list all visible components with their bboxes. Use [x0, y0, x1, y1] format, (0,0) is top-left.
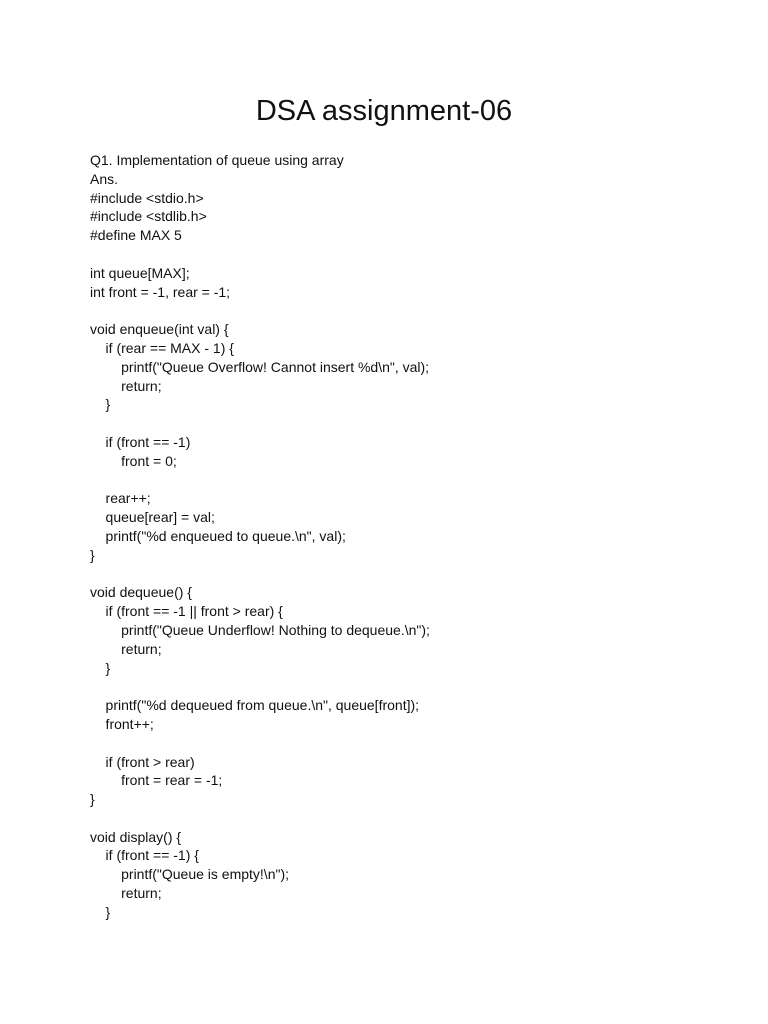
code-line — [90, 565, 710, 584]
page-title: DSA assignment-06 — [255, 95, 513, 127]
code-line: if (front == -1 || front > rear) { — [90, 603, 283, 620]
code-line: void dequeue() { — [90, 584, 192, 601]
code-line: } — [90, 659, 111, 676]
code-line: #include <stdio.h> — [90, 189, 204, 206]
code-line: if (front == -1) — [90, 433, 191, 450]
code-line — [90, 245, 710, 264]
code-line: printf("%d enqueued to queue.\n", val); — [90, 527, 346, 544]
code-line: return; — [90, 885, 162, 902]
code-line: rear++; — [90, 490, 151, 507]
code-line: int front = -1, rear = -1; — [90, 283, 231, 300]
question-text: Q1. Implementation of queue using array — [90, 152, 344, 168]
code-line: queue[rear] = val; — [90, 509, 215, 526]
code-line: return; — [90, 377, 162, 394]
code-line: return; — [90, 640, 162, 657]
code-line: if (front > rear) — [90, 753, 195, 770]
code-line — [90, 414, 710, 433]
code-block — [90, 189, 710, 922]
code-line: front++; — [90, 715, 154, 732]
code-line — [90, 301, 710, 320]
code-line: front = 0; — [90, 452, 177, 469]
code-line: printf("Queue is empty!\n"); — [90, 866, 290, 883]
code-line — [90, 734, 710, 753]
code-line — [90, 471, 710, 490]
code-line — [90, 677, 710, 696]
code-line: int queue[MAX]; — [90, 264, 190, 281]
code-line — [90, 809, 710, 828]
code-line: #define MAX 5 — [90, 227, 182, 244]
code-line: } — [90, 396, 111, 413]
code-line: printf("%d dequeued from queue.\n", queue[front]); — [90, 697, 420, 714]
code-line: if (rear == MAX - 1) { — [90, 339, 234, 356]
code-line: front = rear = -1; — [90, 772, 223, 789]
code-line: printf("Queue Underflow! Nothing to dequeue.\n"); — [90, 621, 430, 638]
code-line: } — [90, 791, 95, 808]
document-body — [90, 151, 710, 922]
code-line: void enqueue(int val) { — [90, 321, 229, 338]
code-line: } — [90, 903, 111, 920]
code-line: #include <stdlib.h> — [90, 208, 207, 225]
code-line: if (front == -1) { — [90, 847, 199, 864]
code-line: void display() { — [90, 828, 182, 845]
code-line: } — [90, 546, 95, 563]
code-line: printf("Queue Overflow! Cannot insert %d\n", val); — [90, 358, 430, 375]
answer-label: Ans. — [90, 170, 119, 187]
